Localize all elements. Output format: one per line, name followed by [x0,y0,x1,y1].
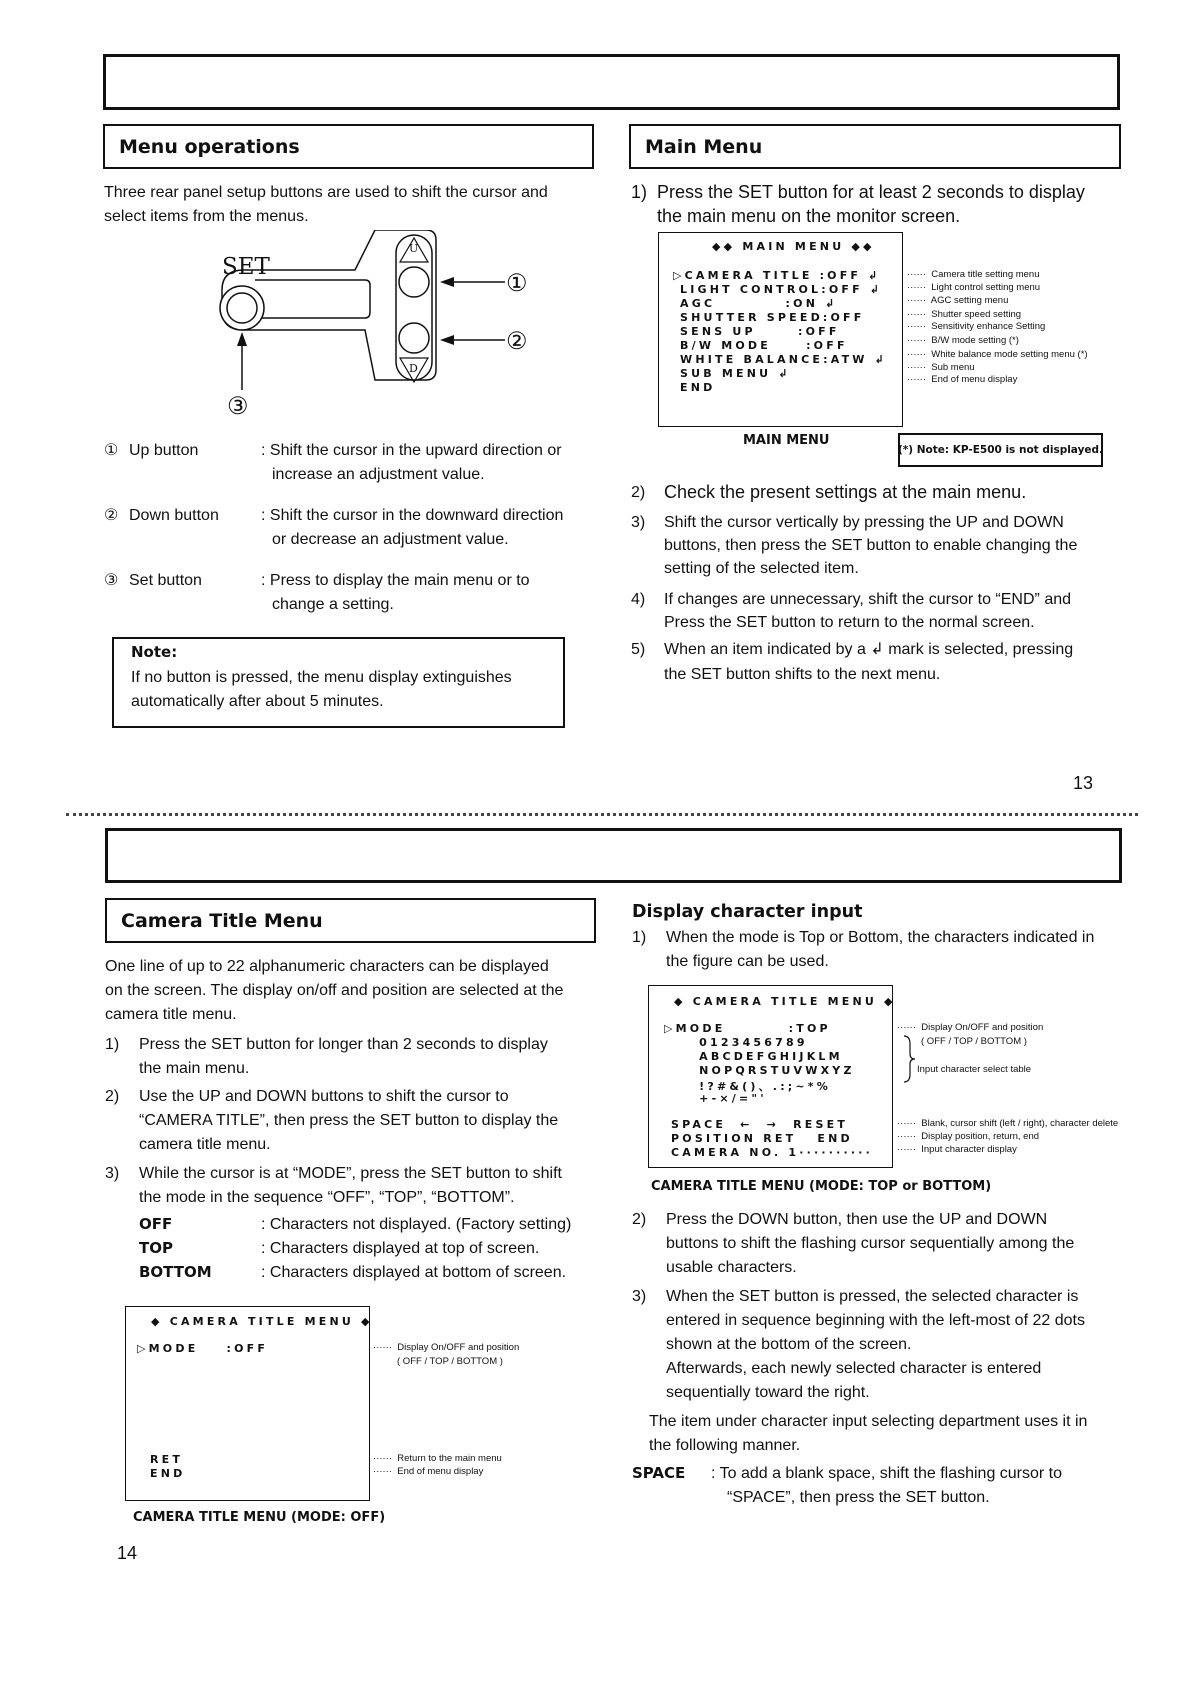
button-1-desc-2: increase an adjustment value. [272,466,485,483]
diagram-label-up: U [409,242,419,255]
button-1-num: ① [104,442,119,459]
dci-step2-l1: Press the DOWN button, then use the UP and DOWN [666,1211,1048,1228]
page-number-14: 14 [117,1543,138,1563]
note-line-1: If no button is pressed, the menu display extinguishes [131,669,512,686]
camera-title-intro-2: on the screen. The display on/off and position are selected at the [105,982,564,999]
main-menu-annotation: ······ Shutter speed setting [907,309,1022,320]
ct-step3-num: 3) [105,1165,120,1182]
page14-header-bar [105,828,1122,883]
ct-step2-num: 2) [105,1088,120,1105]
dci-step3-l1: When the SET button is pressed, the selected character is [666,1288,1079,1305]
ct-top-screen-bottom: POSITION RET END [664,1132,853,1145]
dci-step2-l3: usable characters. [666,1259,797,1276]
button-3-desc-2: change a setting. [272,596,394,613]
ct-off-screen-end: END [150,1467,186,1480]
mode-bottom-key: BOTTOM [139,1263,212,1281]
mode-off-desc: : Characters not displayed. (Factory setting) [261,1216,572,1233]
ct-step1-l1: Press the SET button for longer than 2 seconds to display [139,1036,548,1053]
ct-top-screen-bottom: CAMERA NO. 1·········· [664,1146,874,1159]
ct-step2-l2: “CAMERA TITLE”, then press the SET button to display the [139,1112,559,1129]
ct-off-ann-end: ······ End of menu display [373,1466,484,1477]
dci-step3-l3: shown at the bottom of the screen. [666,1336,912,1353]
ct-off-screen-ret: RET [150,1453,184,1466]
button-3-name: Set button [129,572,202,589]
main-menu-step1-num: 1) [631,182,648,202]
main-menu-line: SUB MENU ↲ [673,367,791,380]
main-menu-annotation: ······ White balance mode setting menu (*) [907,349,1088,360]
mode-top-desc: : Characters displayed at top of screen. [261,1240,540,1257]
main-menu-step5-l1: When an item indicated by a ↲ mark is selected, pressing [664,641,1074,658]
ct-step3-l2: the mode in the sequence “OFF”, “TOP”, “BOTTOM”. [139,1189,515,1206]
main-menu-step3-l3: setting of the selected item. [664,560,859,577]
callout-3: ③ [227,393,249,420]
main-menu-line: AGC :ON ↲ [673,297,838,310]
main-menu-step4-num: 4) [631,591,646,608]
ct-off-caption: CAMERA TITLE MENU (MODE: OFF) [133,1510,386,1525]
space-key-label: SPACE [632,1464,686,1482]
page-divider [66,813,1138,816]
camera-title-menu-heading: Camera Title Menu [105,898,596,943]
main-menu-annotation: ······ AGC setting menu [907,295,1009,306]
callout-2: ② [506,328,528,355]
main-menu-step3-num: 3) [631,514,646,531]
ct-top-screen-title: ◆ CAMERA TITLE MENU ◆ [674,995,896,1008]
dci-step3-l4: Afterwards, each newly selected character is entered [666,1360,1042,1377]
display-char-input-heading: Display character input [632,902,863,922]
ct-top-screen-line: +-×/="' [664,1092,767,1105]
page13-header-bar [103,54,1120,110]
button-1-name: Up button [129,442,199,459]
main-menu-heading: Main Menu [629,124,1121,169]
button-1-desc: : Shift the cursor in the upward direction or [261,442,562,459]
ct-top-screen-line: !?#&()、.:;~*% [664,1080,831,1093]
button-2-name: Down button [129,507,219,524]
mode-bottom-desc: : Characters displayed at bottom of screen. [261,1264,567,1281]
main-menu-annotation: ······ Camera title setting menu [907,269,1040,280]
button-3-num: ③ [104,572,119,589]
ct-top-screen-line: 0123456789 [664,1036,808,1049]
ct-top-ann-b1: ······ Blank, cursor shift (left / right), character delete [897,1118,1119,1129]
dci-para-2: the following manner. [649,1437,801,1454]
ct-step2-l3: camera title menu. [139,1136,271,1153]
button-2-num: ② [104,507,119,524]
ct-step2-l1: Use the UP and DOWN buttons to shift the cursor to [139,1088,509,1105]
button-2-desc-2: or decrease an adjustment value. [272,531,509,548]
button-2-desc: : Shift the cursor in the downward direction [261,507,564,524]
ct-step1-l2: the main menu. [139,1060,250,1077]
main-menu-step1-l2: the main menu on the monitor screen. [657,206,961,226]
dci-para-1: The item under character input selecting department uses it in [649,1413,1088,1430]
note-title: Note: [131,643,178,661]
diagram-label-down: D [409,362,418,375]
main-menu-step3-l1: Shift the cursor vertically by pressing the UP and DOWN [664,514,1064,531]
page-number-13: 13 [1073,773,1094,793]
ct-step1-num: 1) [105,1036,120,1053]
main-menu-step4-l2: Press the SET button to return to the normal screen. [664,614,1035,631]
note-line-2: automatically after about 5 minutes. [131,693,384,710]
ct-top-screen-bottom: SPACE ← → RESET [664,1118,849,1131]
dci-step3-l5: sequentially toward the right. [666,1384,870,1401]
ct-off-screen-mode: ▷MODE :OFF [137,1342,269,1355]
main-menu-caption: MAIN MENU [743,433,830,448]
main-menu-line: B/W MODE :OFF [673,339,848,352]
ct-top-caption: CAMERA TITLE MENU (MODE: TOP or BOTTOM) [651,1179,992,1194]
menu-operations-heading: Menu operations [103,124,594,169]
main-menu-line: LIGHT CONTROL:OFF ↲ [673,283,883,296]
ct-off-ann-mode-1: ······ Display On/OFF and position [373,1342,520,1353]
camera-title-intro-3: camera title menu. [105,1006,237,1023]
select-table-brace [902,1034,916,1084]
ct-top-screen-line: ▷MODE :TOP [664,1022,831,1035]
dci-step3-num: 3) [632,1288,647,1305]
space-desc-1: : To add a blank space, shift the flashing cursor to [711,1465,1063,1482]
main-menu-step2-num: 2) [631,484,646,501]
ct-top-screen-line: ABCDEFGHIJKLM [664,1050,843,1063]
mode-off-key: OFF [139,1215,173,1233]
main-menu-step1-l1: Press the SET button for at least 2 seconds to display [657,182,1085,202]
ct-top-screen-line: NOPQRSTUVWXYZ [664,1064,855,1077]
main-menu-line: ▷CAMERA TITLE :OFF ↲ [673,269,881,282]
main-menu-step3-l2: buttons, then press the SET button to enable changing the [664,537,1078,554]
main-menu-step5-num: 5) [631,641,646,658]
main-menu-step4-l1: If changes are unnecessary, shift the cursor to “END” and [664,591,1072,608]
main-menu-line: SHUTTER SPEED:OFF [673,311,865,324]
callout-1: ① [506,270,528,297]
mode-top-key: TOP [139,1239,173,1257]
main-menu-annotation: ······ Light control setting menu [907,282,1041,293]
dci-step1-l2: the figure can be used. [666,953,829,970]
ct-top-ann-table: Input character select table [917,1064,1032,1075]
main-menu-annotation: ······ B/W mode setting (*) [907,335,1019,346]
main-menu-screen-title: ◆◆ MAIN MENU ◆◆ [712,240,875,253]
dci-step1-num: 1) [632,929,647,946]
main-menu-annotation: ······ Sensitivity enhance Setting [907,321,1046,332]
button-3-desc: : Press to display the main menu or to [261,572,530,589]
ct-top-ann-b2: ······ Display position, return, end [897,1131,1040,1142]
dci-step1-l1: When the mode is Top or Bottom, the characters indicated in [666,929,1095,946]
main-menu-line: SENS UP :OFF [673,325,840,338]
main-menu-annotation: ······ Sub menu [907,362,975,373]
ct-top-ann-b3: ······ Input character display [897,1144,1017,1155]
diagram-label-set: SET [222,254,270,280]
dci-step2-num: 2) [632,1211,647,1228]
kp-e500-note-box: (*) Note: KP-E500 is not displayed. [898,433,1103,467]
dci-step3-l2: entered in sequence beginning with the left-most of 22 dots [666,1312,1085,1329]
dci-step2-l2: buttons to shift the flashing cursor sequentially among the [666,1235,1075,1252]
main-menu-line: WHITE BALANCE:ATW ↲ [673,353,888,366]
main-menu-step2-l1: Check the present settings at the main menu. [664,482,1027,502]
camera-title-intro-1: One line of up to 22 alphanumeric characters can be displayed [105,958,549,975]
menu-operations-intro-1: Three rear panel setup buttons are used to shift the cursor and [104,184,548,201]
ct-top-ann-1: ······ Display On/OFF and position [897,1022,1044,1033]
menu-operations-intro-2: select items from the menus. [104,208,309,225]
ct-off-ann-mode-2: ( OFF / TOP / BOTTOM ) [397,1356,503,1367]
main-menu-step5-l2: the SET button shifts to the next menu. [664,666,941,683]
main-menu-line: END [673,381,716,394]
ct-step3-l1: While the cursor is at “MODE”, press the SET button to shift [139,1165,562,1182]
space-desc-2: “SPACE”, then press the SET button. [727,1489,990,1506]
ct-off-ann-ret: ······ Return to the main menu [373,1453,502,1464]
main-menu-annotation: ······ End of menu display [907,374,1018,385]
ct-off-screen-title: ◆ CAMERA TITLE MENU ◆ [151,1315,373,1328]
ct-top-ann-2: ( OFF / TOP / BOTTOM ) [921,1036,1027,1047]
